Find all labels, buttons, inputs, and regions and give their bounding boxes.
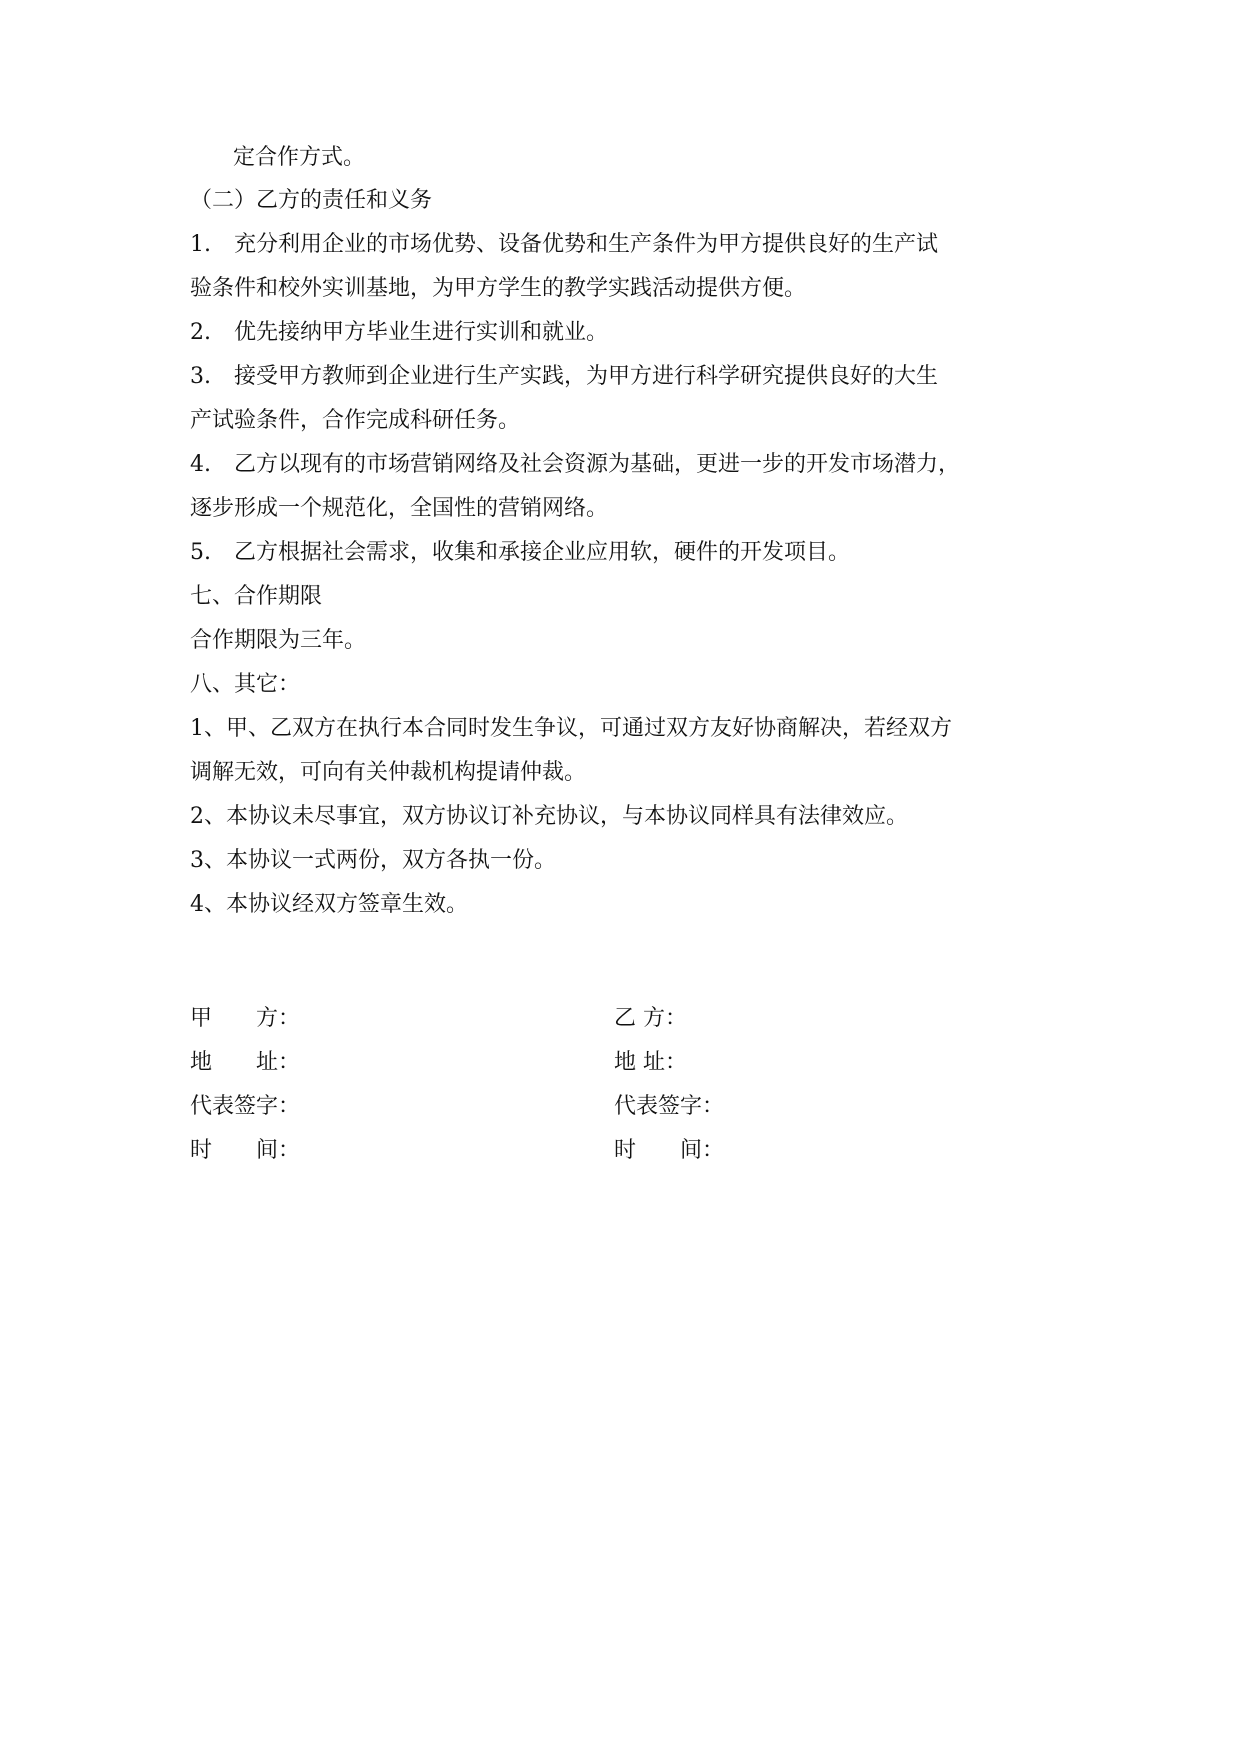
party-b-item-1-line-1 — [190, 230, 938, 260]
party-b-representative-label: 代表签字： — [614, 1094, 725, 1119]
item-text: 乙方根据社会需求，收集和承接企业应用软，硬件的开发项目。 — [234, 540, 851, 565]
section-7-heading: 七、合作期限 — [190, 584, 323, 609]
continuation-text: 定合作方式。 — [233, 145, 366, 170]
party-b-address-label: 地 址： — [614, 1050, 687, 1075]
section-7-text: 合作期限为三年。 — [190, 628, 367, 653]
item-text: 优先接纳甲方毕业生进行实训和就业。 — [234, 320, 609, 345]
party-b-item-4-line-1 — [190, 450, 960, 480]
party-a-time-label: 时 间： — [190, 1138, 301, 1163]
section-8-item-2: 2、本协议未尽事宜，双方协议订补充协议，与本协议同样具有法律效应。 — [190, 804, 908, 829]
item-text: 充分利用企业的市场优势、设备优势和生产条件为甲方提供良好的生产试 — [234, 232, 939, 257]
section-8-item-1-line-1: 1、甲、乙双方在执行本合同时发生争议，可通过双方友好协商解决，若经双方 — [190, 716, 952, 741]
section-8-item-4: 4、本协议经双方签章生效。 — [190, 892, 468, 917]
party-b-item-4-line-2: 逐步形成一个规范化，全国性的营销网络。 — [190, 496, 609, 521]
item-number: 1. — [190, 232, 211, 257]
party-a-address-label: 地 址： — [190, 1050, 301, 1075]
party-b-item-2 — [190, 318, 608, 348]
party-b-label: 乙 方： — [614, 1006, 687, 1031]
party-b-time-label: 时 间： — [614, 1138, 725, 1163]
party-b-item-5 — [190, 538, 850, 568]
item-number: 4. — [190, 452, 211, 477]
party-a-representative-label: 代表签字： — [190, 1094, 301, 1119]
party-b-item-3-line-1 — [190, 362, 938, 392]
party-b-item-1-line-2: 验条件和校外实训基地，为甲方学生的教学实践活动提供方便。 — [190, 276, 807, 301]
item-number: 2. — [190, 320, 211, 345]
section-8-item-3: 3、本协议一式两份，双方各执一份。 — [190, 848, 556, 873]
item-text: 接受甲方教师到企业进行生产实践，为甲方进行科学研究提供良好的大生 — [234, 364, 939, 389]
section-8-item-1-line-2: 调解无效，可向有关仲裁机构提请仲裁。 — [190, 760, 587, 785]
item-number: 3. — [190, 364, 211, 389]
item-number: 5. — [190, 540, 211, 565]
section-party-b-heading: （二）乙方的责任和义务 — [190, 188, 433, 213]
section-8-heading: 八、其它： — [190, 672, 301, 697]
party-b-item-3-line-2: 产试验条件，合作完成科研任务。 — [190, 408, 521, 433]
party-a-label: 甲 方： — [190, 1006, 301, 1031]
item-text: 乙方以现有的市场营销网络及社会资源为基础，更进一步的开发市场潜力， — [234, 452, 961, 477]
